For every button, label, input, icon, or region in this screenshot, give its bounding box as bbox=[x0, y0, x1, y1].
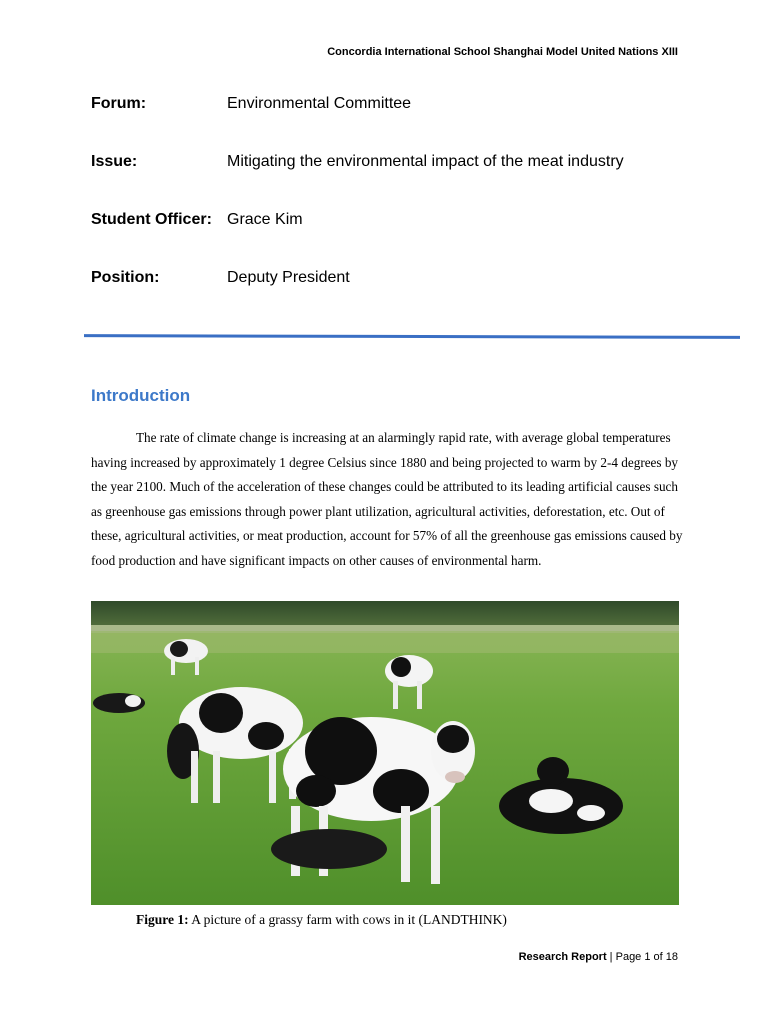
intro-paragraph: The rate of climate change is increasing at an alarmingly rapid rate, with average global temperatures having increased by approximately 1 degree Celsius since 1880 and being projected to warm by 2-4 degrees by the year 2100. Much of the acceleration of these changes could be attributed to its leading artificial causes such as greenhouse gas emissions through power plant utilization, agricultural activities, deforestation, etc. Out of these, agricultural activities, or meat production, account for 57% of all the greenhouse gas emissions caused by food production and have significant impacts on other causes of environmental harm. bbox=[91, 430, 683, 568]
section-divider bbox=[84, 334, 740, 339]
position-value: Deputy President bbox=[227, 269, 350, 286]
document-header: Concordia International School Shanghai Model United Nations XIII bbox=[327, 46, 678, 58]
figure-caption bbox=[136, 912, 507, 928]
student-officer-label: Student Officer: bbox=[91, 211, 212, 228]
student-officer-value: Grace Kim bbox=[227, 211, 303, 228]
figure-image bbox=[91, 601, 679, 905]
footer-report-label: Research Report bbox=[518, 951, 607, 963]
figure-caption-label: Figure 1: bbox=[136, 912, 189, 927]
issue-value: Mitigating the environmental impact of the meat industry bbox=[227, 153, 624, 170]
section-heading: Introduction bbox=[91, 386, 191, 405]
footer-page-number: Page 1 of 18 bbox=[615, 951, 678, 963]
page-footer bbox=[519, 951, 678, 963]
position-label: Position: bbox=[91, 269, 160, 286]
footer-separator: | bbox=[606, 951, 616, 963]
forum-value: Environmental Committee bbox=[227, 95, 412, 112]
issue-label: Issue: bbox=[91, 153, 138, 170]
figure-caption-text: A picture of a grassy farm with cows in it (LANDTHINK) bbox=[188, 912, 507, 927]
forum-label: Forum: bbox=[91, 95, 147, 112]
